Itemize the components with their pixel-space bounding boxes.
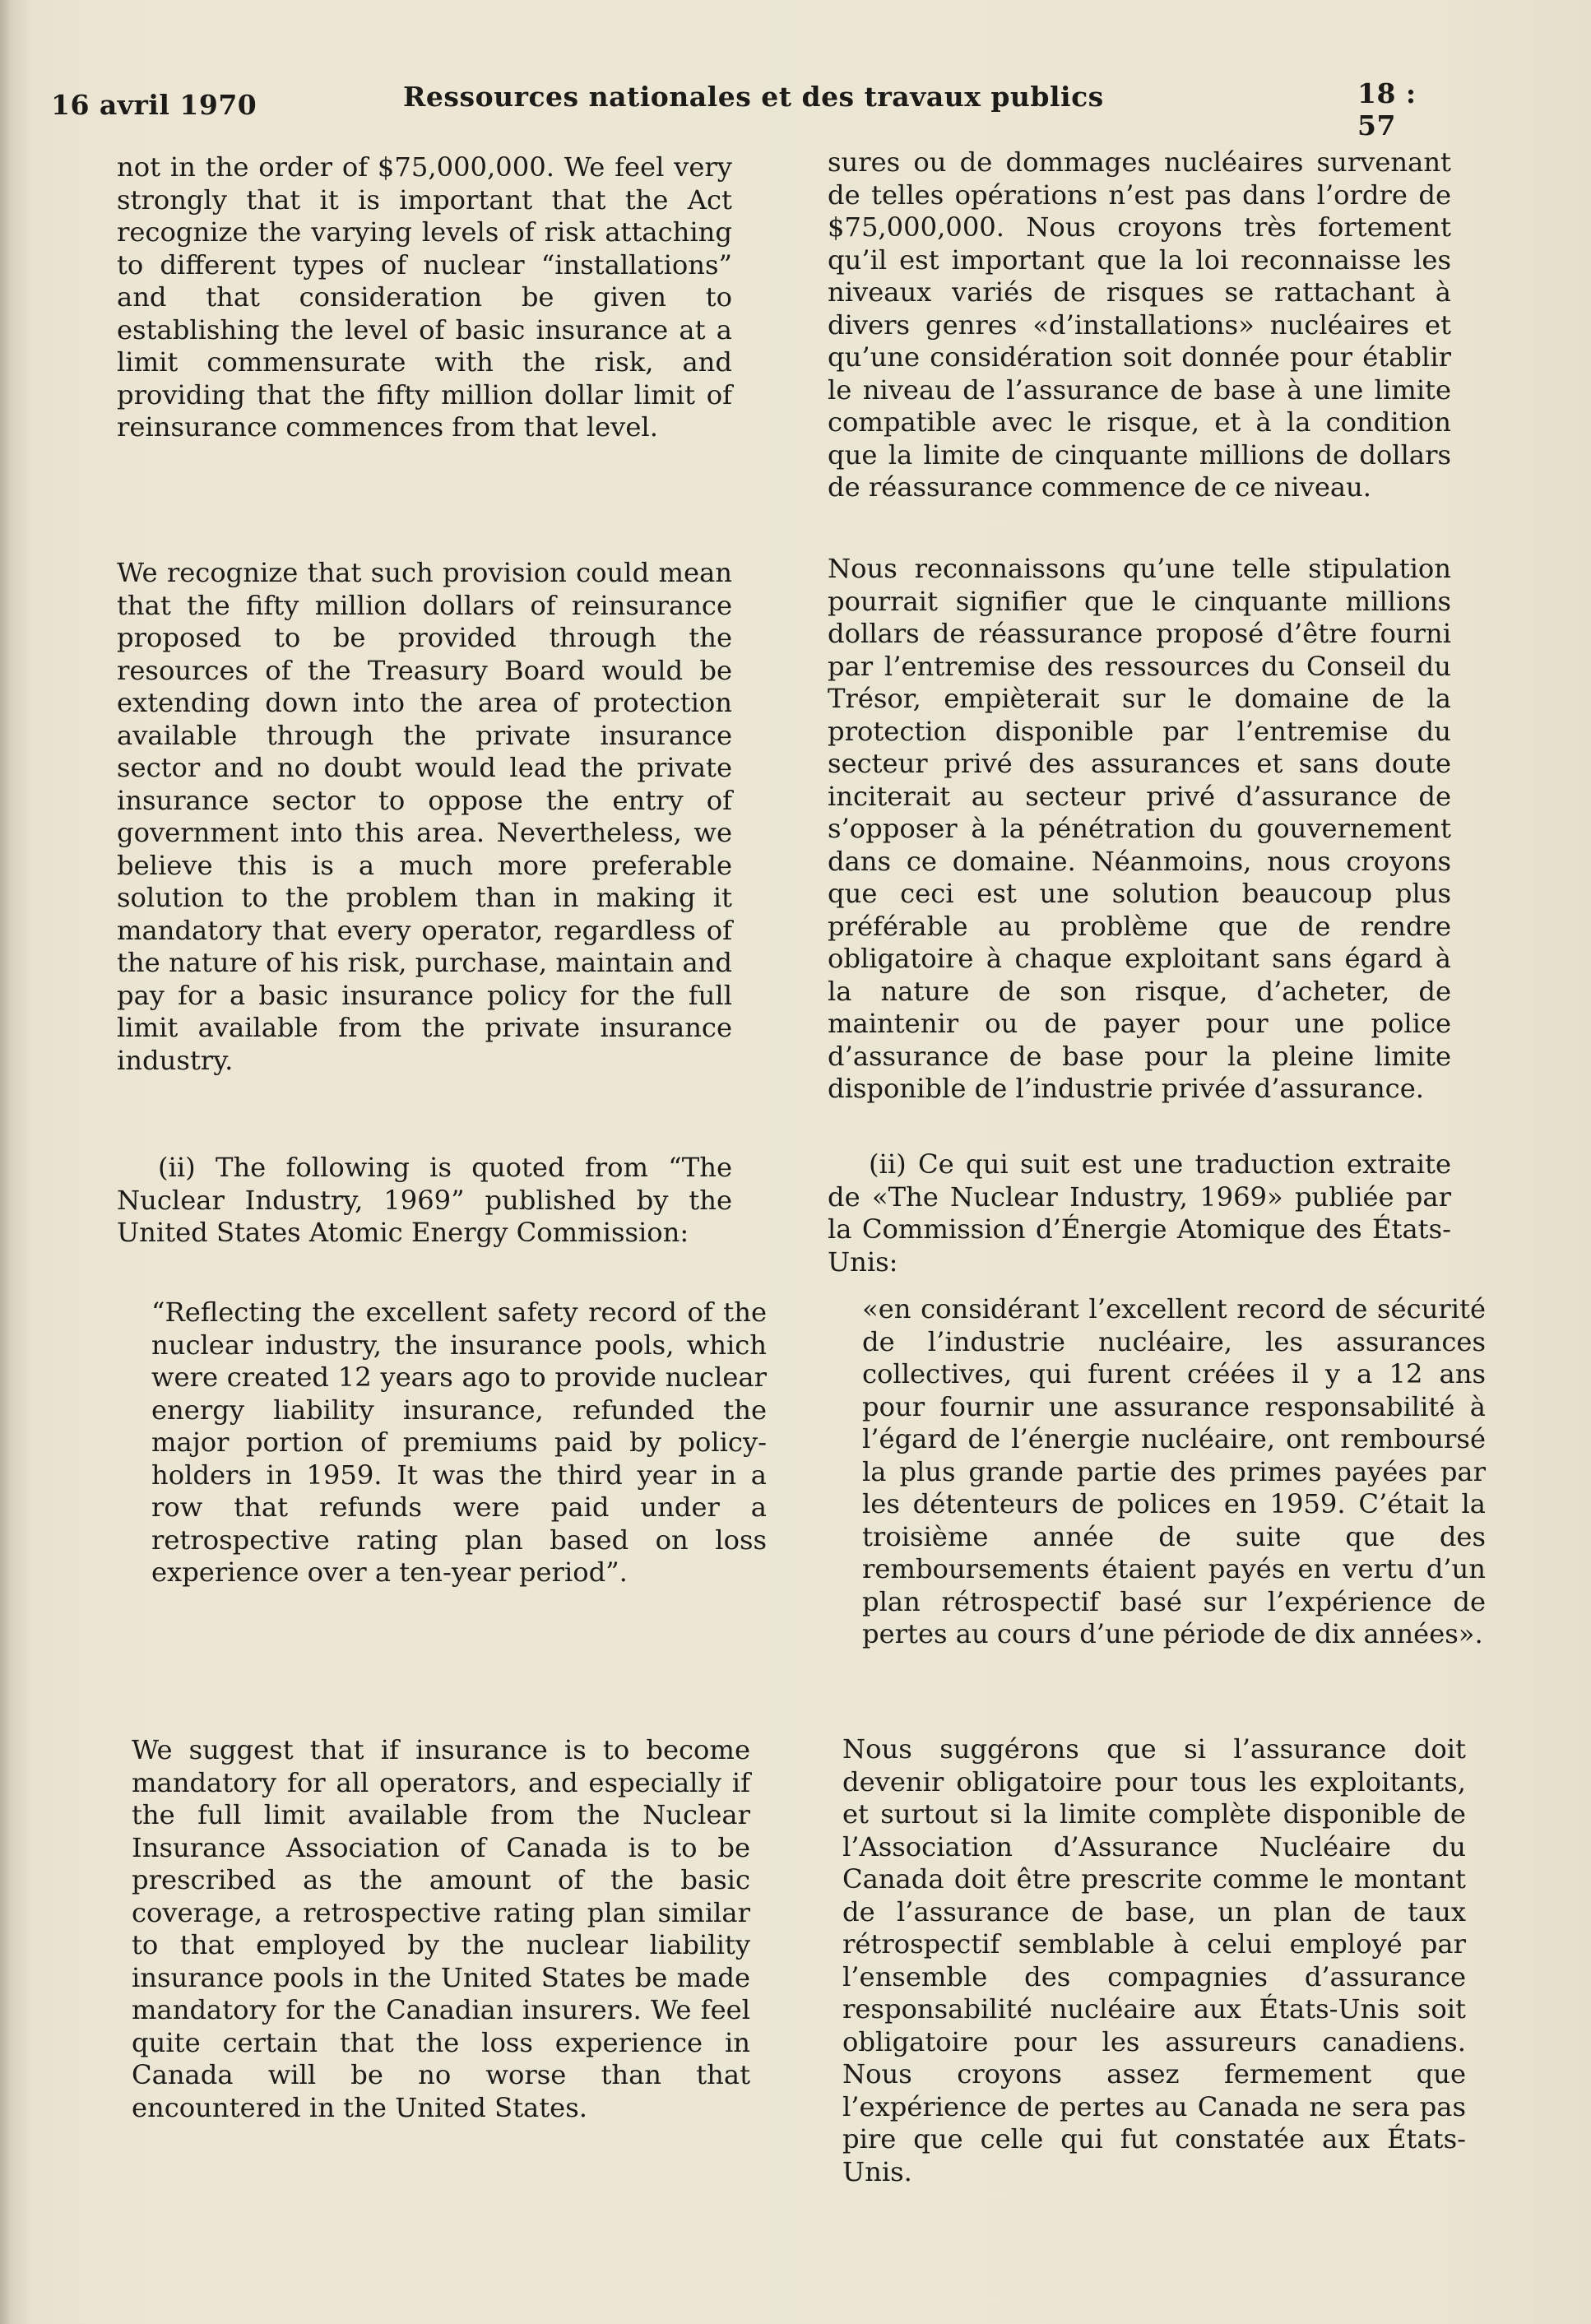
english-paragraph-2: We recognize that such provision could mean that the fifty million dollars of reinsurance proposed to be provided through the resources of the Treasury Board would be extending down into the area of protection available through the private insurance sector and no doubt would lead the private insurance sector to oppose the entry of government into this area. Nevertheless, we believe this is a much more preferable solution to the problem than in making it mandatory that every operator, regardless of the nature of his risk, purchase, maintain and pay for a basic insurance policy for the full limit available from the private insurance industry. xyxy=(117,557,732,1076)
page-header xyxy=(51,76,1450,141)
header-date: 16 avril 1970 xyxy=(51,89,257,121)
header-title: Ressources nationales et des travaux publics xyxy=(403,81,1104,113)
english-paragraph-1: not in the order of $75,000,000. We feel very strongly that it is important that the Act recognize the varying levels of risk attaching to different types of nuclear “installations” and that consideration be given to establishing the level of basic insurance at a limit commensurate with the risk, and providing that the fifty million dollar limit of reinsurance commences from that level. xyxy=(117,151,732,443)
english-paragraph-3: (ii) The following is quoted from “The Nuclear Industry, 1969” published by the United States Atomic Energy Commission: xyxy=(117,1152,732,1248)
french-quotation: «en considérant l’excellent record de sécurité de l’industrie nucléaire, les assurances collectives, qui furent créées il y a 12 ans pour fournir une assurance responsabilité à l’égard de l’énergie nucléaire, ont remboursé la plus grande partie des primes payées par les détenteurs de polices en 1959. C’était la troisième année de suite que des remboursements étaient payés en vertu d’un plan rétrospectif basé sur l’expérience de pertes au cours d’une période de dix années». xyxy=(862,1293,1486,1649)
header-page-number: 18 : 57 xyxy=(1357,77,1417,141)
english-quotation: “Reflecting the excellent safety record of the nuclear industry, the insurance pools, which were created 12 years ago to provide nuclear energy liability insurance, refunded the major portion of premiums paid by policy-holders in 1959. It was the third year in a row that refunds were paid under a retrospective rating plan based on loss experience over a ten-year period”. xyxy=(151,1297,767,1588)
french-paragraph-1: sures ou de dommages nucléaires survenant de telles opérations n’est pas dans l’ordre de $75,000,000. Nous croyons très fortement qu’il est important que la loi reconnaisse les niveaux variés de risques se rattachant à divers genres «d’installations» nucléaires et qu’une considération soit donnée pour établir le niveau de l’assurance de base à une limite compatible avec le risque, et à la condition que la limite de cinquante millions de dollars de réassurance commence de ce niveau. xyxy=(828,146,1451,503)
french-paragraph-2: Nous reconnaissons qu’une telle stipulation pourrait signifier que le cinquante millions dollars de réassurance proposé d’être fourni par l’entremise des ressources du Conseil du Trésor, empièterait sur le domaine de la protection disponible par l’entremise du secteur privé des assurances et sans doute inciterait au secteur privé d’assurance de s’opposer à la pénétration du gouvernement dans ce domaine. Néanmoins, nous croyons que ceci est une solution beaucoup plus préférable au problème que de rendre obligatoire à chaque exploitant sans égard à la nature de son risque, d’acheter, de maintenir ou de payer pour une police d’assurance de base pour la pleine limite disponible de l’industrie privée d’assurance. xyxy=(828,553,1451,1104)
french-paragraph-3: (ii) Ce qui suit est une traduction extraite de «The Nuclear Industry, 1969» publiée par la Commission d’Énergie Atomique des États-Unis: xyxy=(828,1148,1451,1278)
english-paragraph-5: We suggest that if insurance is to become mandatory for all operators, and especially if the full limit available from the Nuclear Insurance Association of Canada is to be prescribed as the amount of the basic coverage, a retrospective rating plan similar to that employed by the nuclear liability insurance pools in the United States be made mandatory for the Canadian insurers. We feel quite certain that the loss experience in Canada will be no worse than that encountered in the United States. xyxy=(132,1734,750,2123)
french-paragraph-5: Nous suggérons que si l’assurance doit devenir obligatoire pour tous les exploitants, et surtout si la limite complète disponible de l’Association d’Assurance Nucléaire du Canada doit être prescrite comme le montant de l’assurance de base, un plan de taux rétrospectif semblable à celui employé par l’ensemble des compagnies d’assurance responsabilité nucléaire aux États-Unis soit obligatoire pour les assureurs canadiens. Nous croyons assez fermement que l’expérience de pertes au Canada ne sera pas pire que celle qui fut constatée aux États-Unis. xyxy=(842,1733,1466,2187)
